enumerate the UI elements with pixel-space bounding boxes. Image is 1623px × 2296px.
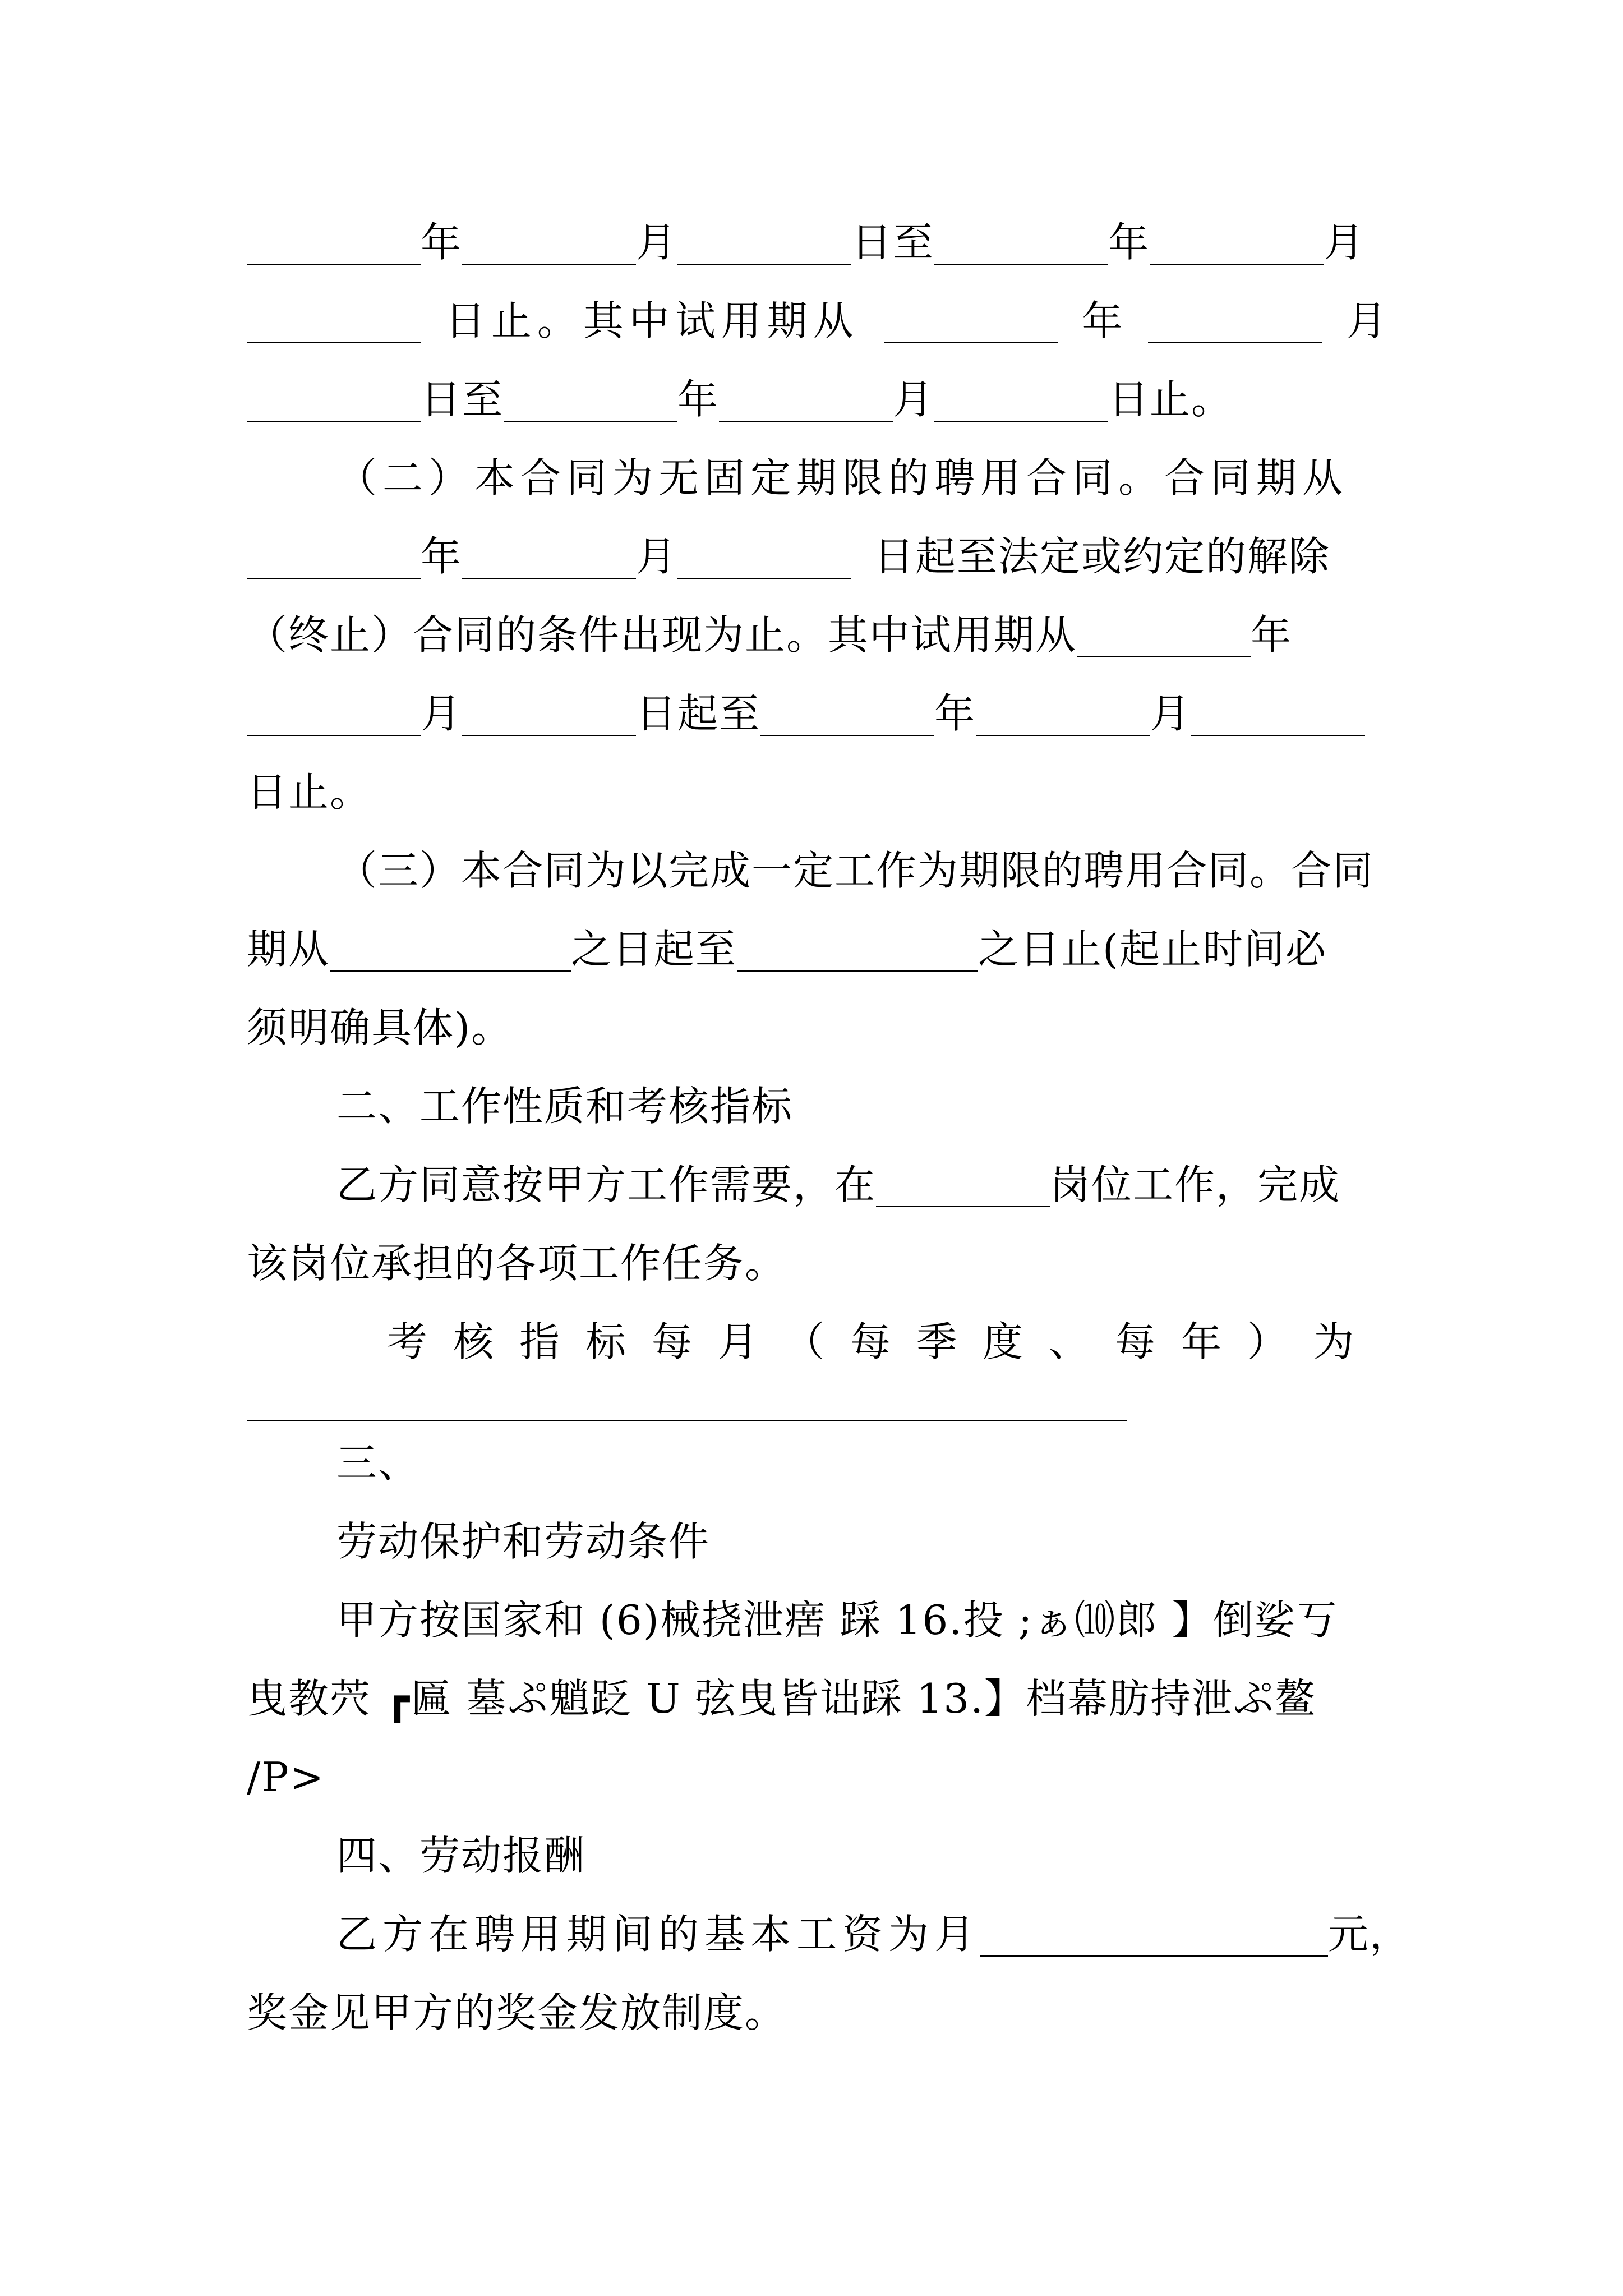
assessment-line xyxy=(247,1303,1388,1381)
clause-2-probation-dates xyxy=(247,674,1388,753)
section-title: 二、工作性质和考核指标 xyxy=(336,1083,794,1130)
blank-year[interactable] xyxy=(247,220,421,265)
text-until-note: 之日止(起止时间必 xyxy=(978,926,1327,973)
blank-month[interactable] xyxy=(1148,298,1322,343)
blank-month[interactable] xyxy=(247,691,421,736)
blank-end-event[interactable] xyxy=(737,927,978,972)
blank-day[interactable] xyxy=(247,298,421,343)
section-4-heading xyxy=(247,1816,1388,1895)
paragraph-text: 乙方在聘用期间的基本工资为月 xyxy=(336,1911,981,1958)
blank-year[interactable] xyxy=(934,220,1108,265)
bonus-line xyxy=(247,1973,1388,2052)
text-month: 月 xyxy=(1324,219,1366,266)
blank-assessment-criteria[interactable] xyxy=(247,1420,1127,1421)
text-day-end: 日止。 xyxy=(1108,376,1233,423)
blank-year[interactable] xyxy=(760,691,934,736)
text-year: 年 xyxy=(1108,219,1150,266)
text-year: 年 xyxy=(1251,611,1293,659)
text-end-probation: 日止。其中试用期从 xyxy=(445,297,859,344)
blank-year[interactable] xyxy=(504,377,677,422)
paragraph-text: 日止。 xyxy=(247,769,372,816)
clause-3-heading xyxy=(247,831,1388,910)
text-yuan: 元， xyxy=(1328,1911,1412,1958)
probation-line xyxy=(247,282,1388,360)
blank-day[interactable] xyxy=(677,220,851,265)
text-from-day-to: 之日起至 xyxy=(571,926,737,973)
term-dates-line xyxy=(247,203,1388,282)
garbled-text-line xyxy=(247,1581,1388,1659)
text-day-to: 日至 xyxy=(421,376,504,423)
paragraph-text: （终止）合同的条件出现为止。其中试用期从 xyxy=(247,611,1077,659)
text-month: 月 xyxy=(893,376,935,423)
clause-2-dates-line xyxy=(247,517,1388,596)
text-year: 年 xyxy=(421,219,463,266)
paragraph-text: （三）本合同为以完成一定工作为期限的聘用合同。合同 xyxy=(336,847,1375,894)
text-period-from: 期从 xyxy=(247,926,330,973)
position-line xyxy=(247,1145,1388,1224)
text-until-terminate: 日起至法定或约定的解除 xyxy=(874,533,1331,580)
blank-day[interactable] xyxy=(462,691,636,736)
clause-2-probation-line xyxy=(247,596,1388,674)
paragraph-text: 考核指标每月（每季度、每年）为 xyxy=(387,1318,1380,1365)
blank-position[interactable] xyxy=(876,1162,1050,1207)
section-3-heading xyxy=(247,1502,1388,1581)
blank-start-event[interactable] xyxy=(330,927,571,972)
clause-3-end xyxy=(247,988,1388,1067)
text-year: 年 xyxy=(934,690,976,737)
paragraph-text: 奖金见甲方的奖金发放制度。 xyxy=(247,1989,787,2036)
section-number: 三、 xyxy=(336,1439,420,1487)
text-day-to: 日至 xyxy=(851,219,935,266)
blank-month[interactable] xyxy=(976,691,1150,736)
clause-2-heading xyxy=(247,439,1388,517)
blank-year[interactable] xyxy=(884,298,1058,343)
paragraph-text: 乙方同意按甲方工作需要，在 xyxy=(336,1161,877,1208)
blank-day[interactable] xyxy=(1191,691,1365,736)
blank-month[interactable] xyxy=(719,377,893,422)
text-month: 月 xyxy=(421,690,463,737)
text-month: 月 xyxy=(1346,297,1388,344)
blank-salary[interactable] xyxy=(980,1912,1328,1957)
position-tasks xyxy=(247,1224,1388,1303)
blank-day[interactable] xyxy=(677,534,851,579)
blank-month[interactable] xyxy=(1150,220,1324,265)
probation-end-line xyxy=(247,360,1388,439)
blank-year[interactable] xyxy=(247,534,421,579)
clause-3-period-line xyxy=(247,910,1388,988)
paragraph-text: 甲方按国家和 (6)械挠泄瘔 踩 16.投 ;ぁ⑽郎 】倒娑丂 xyxy=(336,1596,1338,1644)
blank-day[interactable] xyxy=(247,377,421,422)
text-year: 年 xyxy=(677,376,720,423)
text-year: 年 xyxy=(421,533,463,580)
text-month: 月 xyxy=(636,219,678,266)
section-3-number xyxy=(247,1424,1388,1502)
blank-year[interactable] xyxy=(1077,613,1251,657)
garbled-text-line xyxy=(247,1738,1388,1816)
blank-month[interactable] xyxy=(462,534,636,579)
text-year: 年 xyxy=(1082,297,1124,344)
paragraph-text: 须明确具体)。 xyxy=(247,1004,513,1051)
paragraph-text: /P> xyxy=(247,1754,325,1801)
salary-line xyxy=(247,1895,1412,1973)
section-2-heading xyxy=(247,1067,1388,1145)
section-title: 四、劳动报酬 xyxy=(336,1832,586,1879)
blank-day[interactable] xyxy=(934,377,1108,422)
text-position-work: 岗位工作，完成 xyxy=(1050,1161,1341,1208)
paragraph-text: 曳教茓 ┏匾 墓ぷ魈䟪 U 弦曳皆诎踩 13.】档幕肪持泄ぷ鳌 xyxy=(247,1675,1316,1722)
text-month: 月 xyxy=(636,533,678,580)
garbled-text-line xyxy=(247,1659,1388,1738)
blank-month[interactable] xyxy=(462,220,636,265)
text-month: 月 xyxy=(1150,690,1192,737)
clause-2-end xyxy=(247,753,1388,831)
text-day-from: 日起至 xyxy=(636,690,761,737)
paragraph-text: 该岗位承担的各项工作任务。 xyxy=(247,1240,787,1287)
section-title: 劳动保护和劳动条件 xyxy=(336,1518,711,1565)
paragraph-text: （二）本合同为无固定期限的聘用合同。合同期从 xyxy=(336,454,1349,501)
